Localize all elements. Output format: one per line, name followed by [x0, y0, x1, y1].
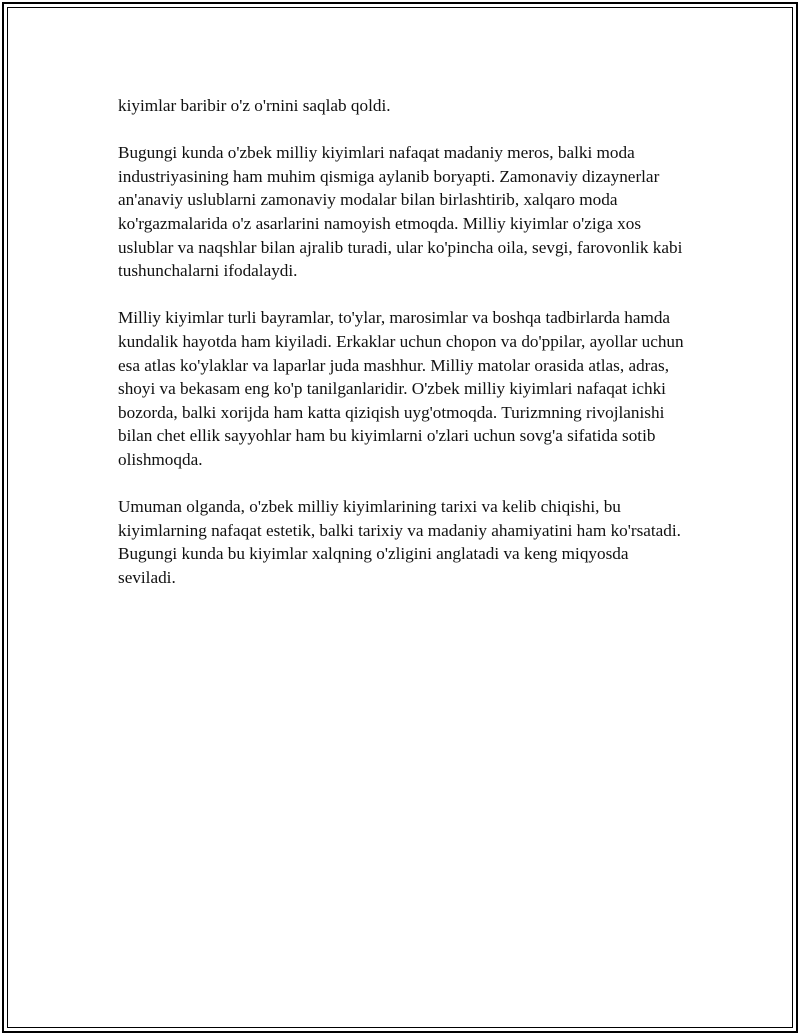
paragraph-4: Umuman olganda, o'zbek milliy kiyimlarining tarixi va kelib chiqishi, bu kiyimlarning nafaqat estetik, balki tarixiy va madaniy ahamiyatini ham ko'rsatadi. Bugungi kunda bu kiyimlar xalqning o'zligini anglatadi va keng miqyosda seviladi. [118, 497, 681, 587]
document-body [118, 94, 688, 613]
paragraph-2: Bugungi kunda o'zbek milliy kiyimlari nafaqat madaniy meros, balki moda industriyasining ham muhim qismiga aylanib boryapti. Zamonaviy dizaynerlar an'anaviy uslublarni zamonaviy modalar bilan birlashtirib, xalqaro moda ko'rgazmalarida o'z asarlarini namoyish etmoqda. Milliy kiyimlar o'ziga xos uslublar va naqshlar bilan ajralib turadi, ular ko'pincha oila, sevgi, farovonlik kabi tushunchalarni ifodalaydi. [118, 143, 683, 281]
paragraph-3: Milliy kiyimlar turli bayramlar, to'ylar, marosimlar va boshqa tadbirlarda hamda kundalik hayotda ham kiyiladi. Erkaklar uchun chopon va do'ppilar, ayollar uchun esa atlas ko'ylaklar va laparlar juda mashhur. Milliy matolar orasida atlas, adras, shoyi va bekasam eng ko'p tanilganlaridir. O'zbek milliy kiyimlari nafaqat ichki bozorda, balki xorijda ham katta qiziqish uyg'otmoqda. Turizmning rivojlanishi bilan chet ellik sayyohlar ham bu kiyimlarni o'zlari uchun sovg'a sifatida sotib olishmoqda. [118, 308, 684, 469]
paragraph-1: kiyimlar baribir o'z o'rnini saqlab qoldi. [118, 96, 391, 115]
